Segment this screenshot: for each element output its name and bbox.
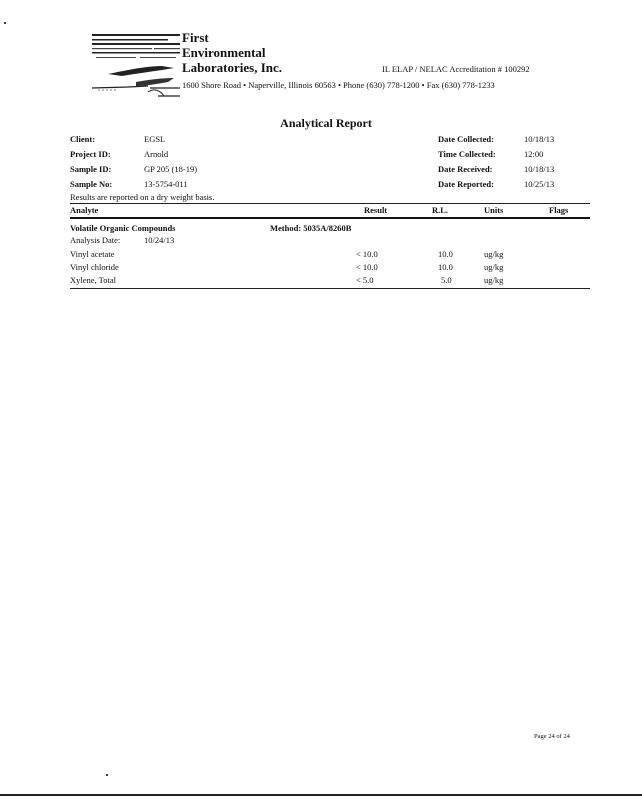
analyte-column-header: Analyte [70, 205, 99, 215]
time-collected-label: Time Collected: [438, 149, 496, 159]
company-logo-icon [88, 30, 184, 106]
time-collected-value: 12:00 [524, 149, 544, 159]
analyte-cell: Vinyl chloride [70, 262, 119, 272]
result-column-header: Result [364, 205, 388, 215]
date-collected-value: 10/18/13 [524, 134, 555, 144]
project-id-value: Arnold [144, 149, 169, 159]
table-top-rule [70, 203, 590, 204]
date-reported-value: 10/25/13 [524, 179, 555, 189]
sample-no-value: 13-5754-011 [144, 179, 188, 189]
company-name-line1: First [182, 30, 209, 45]
rl-cell: 5.0 [441, 275, 452, 285]
dry-weight-note: Results are reported on a dry weight basis. [70, 192, 215, 202]
scan-speck [106, 774, 108, 776]
date-collected-label: Date Collected: [438, 134, 494, 144]
accreditation-text: IL ELAP / NELAC Accreditation # 100292 [382, 64, 530, 74]
units-cell: ug/kg [484, 262, 504, 272]
analysis-date-label: Analysis Date: [70, 235, 121, 245]
rl-column-header: R.L. [432, 205, 449, 215]
company-name-line3: Laboratories, Inc. [182, 60, 283, 75]
client-label: Client: [70, 134, 96, 144]
company-name-line2: Environmental [182, 45, 266, 60]
result-cell: < 5.0 [356, 275, 374, 285]
analysis-date-value: 10/24/13 [144, 235, 175, 245]
page-number: Page 24 of 24 [534, 733, 570, 740]
section-method: Method: 5035A/8260B [270, 223, 352, 233]
scan-speck [4, 22, 6, 24]
units-cell: ug/kg [484, 275, 504, 285]
date-received-value: 10/18/13 [524, 164, 555, 174]
analyte-cell: Vinyl acetate [70, 249, 115, 259]
sample-no-label: Sample No: [70, 179, 113, 189]
date-reported-label: Date Reported: [438, 179, 494, 189]
analyte-cell: Xylene, Total [70, 275, 116, 285]
rl-cell: 10.0 [438, 262, 453, 272]
units-cell: ug/kg [484, 249, 504, 259]
units-column-header: Units [484, 205, 504, 215]
client-value: EGSL [144, 134, 166, 144]
table-header-rule [70, 217, 590, 219]
flags-column-header: Flags [549, 205, 569, 215]
project-id-label: Project ID: [70, 149, 111, 159]
company-address: 1600 Shore Road • Naperville, Illinois 60563 • Phone (630) 778-1200 • Fax (630) 778-1233 [182, 80, 495, 90]
rl-cell: 10.0 [438, 249, 453, 259]
sample-id-label: Sample ID: [70, 164, 112, 174]
date-received-label: Date Received: [438, 164, 493, 174]
page-bottom-edge [0, 794, 642, 796]
report-title: Analytical Report [280, 116, 372, 130]
table-bottom-rule [70, 288, 590, 289]
sample-id-value: GP 205 (18-19) [144, 164, 198, 174]
result-cell: < 10.0 [356, 249, 378, 259]
section-name: Volatile Organic Compounds [70, 223, 176, 233]
result-cell: < 10.0 [356, 262, 378, 272]
